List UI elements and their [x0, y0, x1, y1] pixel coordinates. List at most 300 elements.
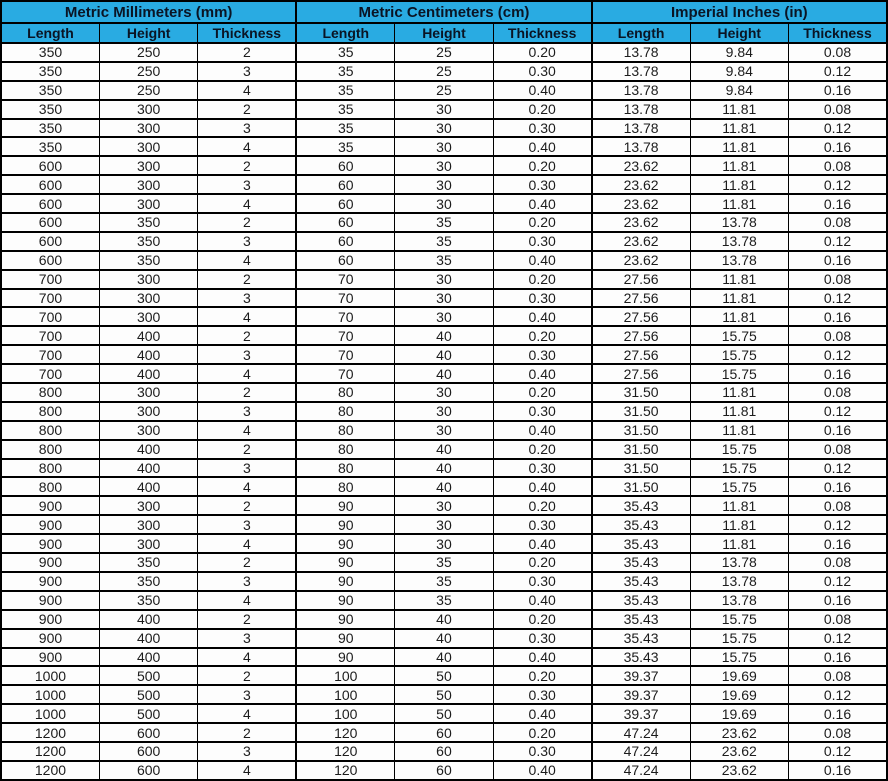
cell: 2	[198, 496, 296, 515]
cell: 2	[198, 213, 296, 232]
cell: 11.81	[690, 270, 788, 289]
cell: 25	[395, 43, 493, 62]
table-row	[1, 723, 887, 742]
cell: 300	[99, 137, 197, 156]
cell: 35	[395, 591, 493, 610]
cell: 11.81	[690, 156, 788, 175]
table-row	[1, 43, 887, 62]
cell: 31.50	[592, 383, 690, 402]
cell: 3	[198, 402, 296, 421]
cell: 0.30	[493, 742, 591, 761]
cell: 0.16	[789, 477, 888, 496]
cell: 900	[1, 515, 99, 534]
cell: 0.20	[493, 270, 591, 289]
cell: 350	[99, 232, 197, 251]
cell: 15.75	[690, 477, 788, 496]
cell: 0.16	[789, 534, 888, 553]
cell: 11.81	[690, 402, 788, 421]
cell: 15.75	[690, 364, 788, 383]
cell: 0.08	[789, 326, 888, 345]
table-row	[1, 515, 887, 534]
cell: 3	[198, 345, 296, 364]
cell: 0.30	[493, 459, 591, 478]
cell: 350	[99, 213, 197, 232]
table-row	[1, 345, 887, 364]
cell: 11.81	[690, 515, 788, 534]
cell: 27.56	[592, 326, 690, 345]
cell: 35	[395, 213, 493, 232]
cell: 19.69	[690, 666, 788, 685]
cell: 3	[198, 459, 296, 478]
cell: 0.20	[493, 213, 591, 232]
cell: 300	[99, 383, 197, 402]
cell: 80	[296, 440, 394, 459]
cell: 40	[395, 629, 493, 648]
table-row	[1, 496, 887, 515]
cell: 100	[296, 704, 394, 723]
cell: 2	[198, 723, 296, 742]
cell: 350	[99, 591, 197, 610]
cell: 25	[395, 81, 493, 100]
cell: 0.12	[789, 685, 888, 704]
cell: 800	[1, 459, 99, 478]
table-row	[1, 477, 887, 496]
cell: 0.16	[789, 761, 888, 780]
cell: 600	[99, 742, 197, 761]
cell: 0.12	[789, 402, 888, 421]
cell: 0.12	[789, 62, 888, 81]
cell: 11.81	[690, 194, 788, 213]
table-row	[1, 704, 887, 723]
cell: 2	[198, 383, 296, 402]
cell: 350	[99, 553, 197, 572]
cell: 0.08	[789, 156, 888, 175]
cell: 35.43	[592, 553, 690, 572]
cell: 400	[99, 610, 197, 629]
column-header-mm-thickness: Thickness	[198, 23, 296, 43]
cell: 11.81	[690, 496, 788, 515]
cell: 0.16	[789, 591, 888, 610]
table-row	[1, 194, 887, 213]
cell: 11.81	[690, 421, 788, 440]
cell: 11.81	[690, 307, 788, 326]
cell: 0.40	[493, 194, 591, 213]
cell: 11.81	[690, 534, 788, 553]
cell: 300	[99, 534, 197, 553]
cell: 35.43	[592, 534, 690, 553]
cell: 400	[99, 364, 197, 383]
table-row	[1, 213, 887, 232]
cell: 4	[198, 534, 296, 553]
cell: 60	[296, 251, 394, 270]
cell: 0.16	[789, 81, 888, 100]
cell: 70	[296, 270, 394, 289]
cell: 30	[395, 383, 493, 402]
cell: 0.12	[789, 459, 888, 478]
cell: 11.81	[690, 100, 788, 119]
cell: 0.16	[789, 194, 888, 213]
cell: 120	[296, 742, 394, 761]
cell: 0.30	[493, 175, 591, 194]
cell: 15.75	[690, 648, 788, 667]
cell: 350	[1, 43, 99, 62]
cell: 2	[198, 156, 296, 175]
cell: 100	[296, 685, 394, 704]
cell: 3	[198, 685, 296, 704]
cell: 1200	[1, 761, 99, 780]
cell: 40	[395, 345, 493, 364]
cell: 40	[395, 610, 493, 629]
cell: 40	[395, 326, 493, 345]
table-row	[1, 761, 887, 780]
cell: 4	[198, 194, 296, 213]
cell: 0.20	[493, 383, 591, 402]
cell: 39.37	[592, 666, 690, 685]
cell: 900	[1, 553, 99, 572]
cell: 0.12	[789, 289, 888, 308]
cell: 35	[395, 251, 493, 270]
cell: 900	[1, 591, 99, 610]
cell: 35	[296, 81, 394, 100]
cell: 40	[395, 459, 493, 478]
cell: 300	[99, 307, 197, 326]
cell: 350	[1, 81, 99, 100]
cell: 35.43	[592, 515, 690, 534]
cell: 9.84	[690, 62, 788, 81]
cell: 300	[99, 270, 197, 289]
cell: 0.16	[789, 704, 888, 723]
cell: 23.62	[690, 761, 788, 780]
cell: 30	[395, 119, 493, 138]
cell: 60	[296, 232, 394, 251]
cell: 0.40	[493, 477, 591, 496]
cell: 0.40	[493, 534, 591, 553]
cell: 600	[1, 156, 99, 175]
cell: 11.81	[690, 137, 788, 156]
cell: 0.08	[789, 383, 888, 402]
cell: 19.69	[690, 704, 788, 723]
cell: 90	[296, 591, 394, 610]
cell: 4	[198, 648, 296, 667]
cell: 0.20	[493, 440, 591, 459]
cell: 60	[395, 723, 493, 742]
cell: 30	[395, 515, 493, 534]
cell: 700	[1, 326, 99, 345]
table-row	[1, 666, 887, 685]
cell: 11.81	[690, 175, 788, 194]
cell: 3	[198, 742, 296, 761]
cell: 4	[198, 364, 296, 383]
table-row	[1, 685, 887, 704]
cell: 600	[1, 213, 99, 232]
cell: 35	[395, 572, 493, 591]
cell: 30	[395, 156, 493, 175]
cell: 350	[1, 137, 99, 156]
cell: 15.75	[690, 629, 788, 648]
cell: 0.20	[493, 43, 591, 62]
cell: 0.30	[493, 629, 591, 648]
cell: 0.16	[789, 307, 888, 326]
cell: 11.81	[690, 119, 788, 138]
cell: 700	[1, 364, 99, 383]
cell: 30	[395, 194, 493, 213]
cell: 13.78	[592, 81, 690, 100]
cell: 2	[198, 100, 296, 119]
cell: 600	[99, 761, 197, 780]
cell: 35.43	[592, 648, 690, 667]
cell: 0.08	[789, 213, 888, 232]
cell: 25	[395, 62, 493, 81]
cell: 70	[296, 364, 394, 383]
cell: 500	[99, 685, 197, 704]
table-row	[1, 270, 887, 289]
cell: 39.37	[592, 704, 690, 723]
cell: 300	[99, 289, 197, 308]
cell: 23.62	[592, 213, 690, 232]
cell: 0.20	[493, 666, 591, 685]
cell: 4	[198, 704, 296, 723]
cell: 0.12	[789, 572, 888, 591]
cell: 800	[1, 477, 99, 496]
group-header-row	[1, 1, 887, 23]
cell: 30	[395, 289, 493, 308]
cell: 4	[198, 477, 296, 496]
cell: 2	[198, 43, 296, 62]
cell: 3	[198, 289, 296, 308]
cell: 15.75	[690, 326, 788, 345]
column-header-mm-length: Length	[1, 23, 99, 43]
table-row	[1, 591, 887, 610]
cell: 90	[296, 610, 394, 629]
cell: 90	[296, 648, 394, 667]
cell: 700	[1, 345, 99, 364]
cell: 1000	[1, 666, 99, 685]
cell: 900	[1, 572, 99, 591]
cell: 13.78	[690, 213, 788, 232]
cell: 300	[99, 175, 197, 194]
cell: 900	[1, 648, 99, 667]
cell: 900	[1, 610, 99, 629]
cell: 13.78	[690, 553, 788, 572]
cell: 0.30	[493, 345, 591, 364]
cell: 23.62	[690, 723, 788, 742]
cell: 80	[296, 459, 394, 478]
table-row	[1, 742, 887, 761]
cell: 0.08	[789, 496, 888, 515]
cell: 35	[395, 553, 493, 572]
cell: 80	[296, 477, 394, 496]
cell: 250	[99, 81, 197, 100]
cell: 11.81	[690, 383, 788, 402]
cell: 4	[198, 307, 296, 326]
table-body	[1, 43, 887, 780]
cell: 30	[395, 402, 493, 421]
table-row	[1, 62, 887, 81]
cell: 4	[198, 81, 296, 100]
cell: 35.43	[592, 610, 690, 629]
cell: 1000	[1, 704, 99, 723]
cell: 0.12	[789, 119, 888, 138]
cell: 31.50	[592, 421, 690, 440]
cell: 0.12	[789, 232, 888, 251]
cell: 300	[99, 119, 197, 138]
cell: 0.40	[493, 761, 591, 780]
cell: 4	[198, 761, 296, 780]
table-row	[1, 119, 887, 138]
cell: 90	[296, 534, 394, 553]
cell: 0.30	[493, 572, 591, 591]
cell: 800	[1, 440, 99, 459]
cell: 0.40	[493, 251, 591, 270]
cell: 400	[99, 459, 197, 478]
cell: 3	[198, 572, 296, 591]
table-row	[1, 326, 887, 345]
cell: 35.43	[592, 591, 690, 610]
cell: 0.40	[493, 591, 591, 610]
cell: 80	[296, 421, 394, 440]
cell: 47.24	[592, 742, 690, 761]
column-header-cm-thickness: Thickness	[493, 23, 591, 43]
cell: 120	[296, 761, 394, 780]
cell: 0.08	[789, 440, 888, 459]
cell: 40	[395, 648, 493, 667]
cell: 0.40	[493, 307, 591, 326]
cell: 350	[1, 119, 99, 138]
cell: 900	[1, 534, 99, 553]
cell: 400	[99, 345, 197, 364]
cell: 50	[395, 704, 493, 723]
table-row	[1, 553, 887, 572]
cell: 0.16	[789, 137, 888, 156]
cell: 0.20	[493, 610, 591, 629]
cell: 23.62	[592, 251, 690, 270]
cell: 800	[1, 421, 99, 440]
cell: 3	[198, 515, 296, 534]
cell: 0.08	[789, 723, 888, 742]
table-row	[1, 175, 887, 194]
table-row	[1, 232, 887, 251]
cell: 120	[296, 723, 394, 742]
cell: 4	[198, 421, 296, 440]
cell: 13.78	[690, 232, 788, 251]
cell: 35	[296, 43, 394, 62]
cell: 400	[99, 440, 197, 459]
cell: 9.84	[690, 81, 788, 100]
table-row	[1, 534, 887, 553]
cell: 13.78	[592, 119, 690, 138]
table-row	[1, 364, 887, 383]
cell: 70	[296, 289, 394, 308]
table-row	[1, 402, 887, 421]
cell: 0.40	[493, 137, 591, 156]
cell: 350	[99, 251, 197, 270]
cell: 400	[99, 326, 197, 345]
column-header-in-height: Height	[690, 23, 788, 43]
cell: 35	[296, 100, 394, 119]
cell: 23.62	[690, 742, 788, 761]
cell: 4	[198, 591, 296, 610]
cell: 11.81	[690, 289, 788, 308]
cell: 30	[395, 534, 493, 553]
cell: 0.30	[493, 402, 591, 421]
cell: 0.20	[493, 100, 591, 119]
column-header-cm-length: Length	[296, 23, 394, 43]
cell: 2	[198, 270, 296, 289]
table-row	[1, 307, 887, 326]
column-header-in-length: Length	[592, 23, 690, 43]
cell: 0.16	[789, 648, 888, 667]
table-row	[1, 100, 887, 119]
table-row	[1, 137, 887, 156]
cell: 3	[198, 232, 296, 251]
cell: 23.62	[592, 194, 690, 213]
cell: 600	[99, 723, 197, 742]
cell: 600	[1, 194, 99, 213]
cell: 0.30	[493, 289, 591, 308]
cell: 13.78	[592, 43, 690, 62]
cell: 90	[296, 572, 394, 591]
cell: 0.30	[493, 685, 591, 704]
cell: 2	[198, 666, 296, 685]
cell: 0.30	[493, 232, 591, 251]
cell: 0.12	[789, 515, 888, 534]
cell: 13.78	[592, 100, 690, 119]
cell: 350	[99, 572, 197, 591]
cell: 500	[99, 704, 197, 723]
cell: 4	[198, 251, 296, 270]
cell: 35.43	[592, 496, 690, 515]
cell: 27.56	[592, 364, 690, 383]
cell: 13.78	[592, 62, 690, 81]
cell: 80	[296, 402, 394, 421]
table-row	[1, 459, 887, 478]
cell: 3	[198, 119, 296, 138]
cell: 50	[395, 666, 493, 685]
cell: 47.24	[592, 723, 690, 742]
table-row	[1, 629, 887, 648]
cell: 27.56	[592, 270, 690, 289]
cell: 300	[99, 194, 197, 213]
cell: 0.12	[789, 742, 888, 761]
cell: 40	[395, 364, 493, 383]
cell: 3	[198, 629, 296, 648]
cell: 1200	[1, 723, 99, 742]
cell: 47.24	[592, 761, 690, 780]
cell: 0.20	[493, 553, 591, 572]
cell: 23.62	[592, 232, 690, 251]
cell: 90	[296, 496, 394, 515]
cell: 60	[296, 213, 394, 232]
table-row	[1, 440, 887, 459]
cell: 30	[395, 496, 493, 515]
cell: 35	[296, 119, 394, 138]
column-header-cm-height: Height	[395, 23, 493, 43]
cell: 300	[99, 156, 197, 175]
cell: 0.16	[789, 421, 888, 440]
group-title-metric-mm: Metric Millimeters (mm)	[1, 1, 296, 23]
cell: 13.78	[690, 251, 788, 270]
cell: 2	[198, 553, 296, 572]
cell: 35	[395, 232, 493, 251]
cell: 27.56	[592, 307, 690, 326]
cell: 31.50	[592, 477, 690, 496]
cell: 900	[1, 629, 99, 648]
cell: 60	[395, 761, 493, 780]
cell: 30	[395, 137, 493, 156]
table-row	[1, 156, 887, 175]
cell: 50	[395, 685, 493, 704]
cell: 30	[395, 307, 493, 326]
